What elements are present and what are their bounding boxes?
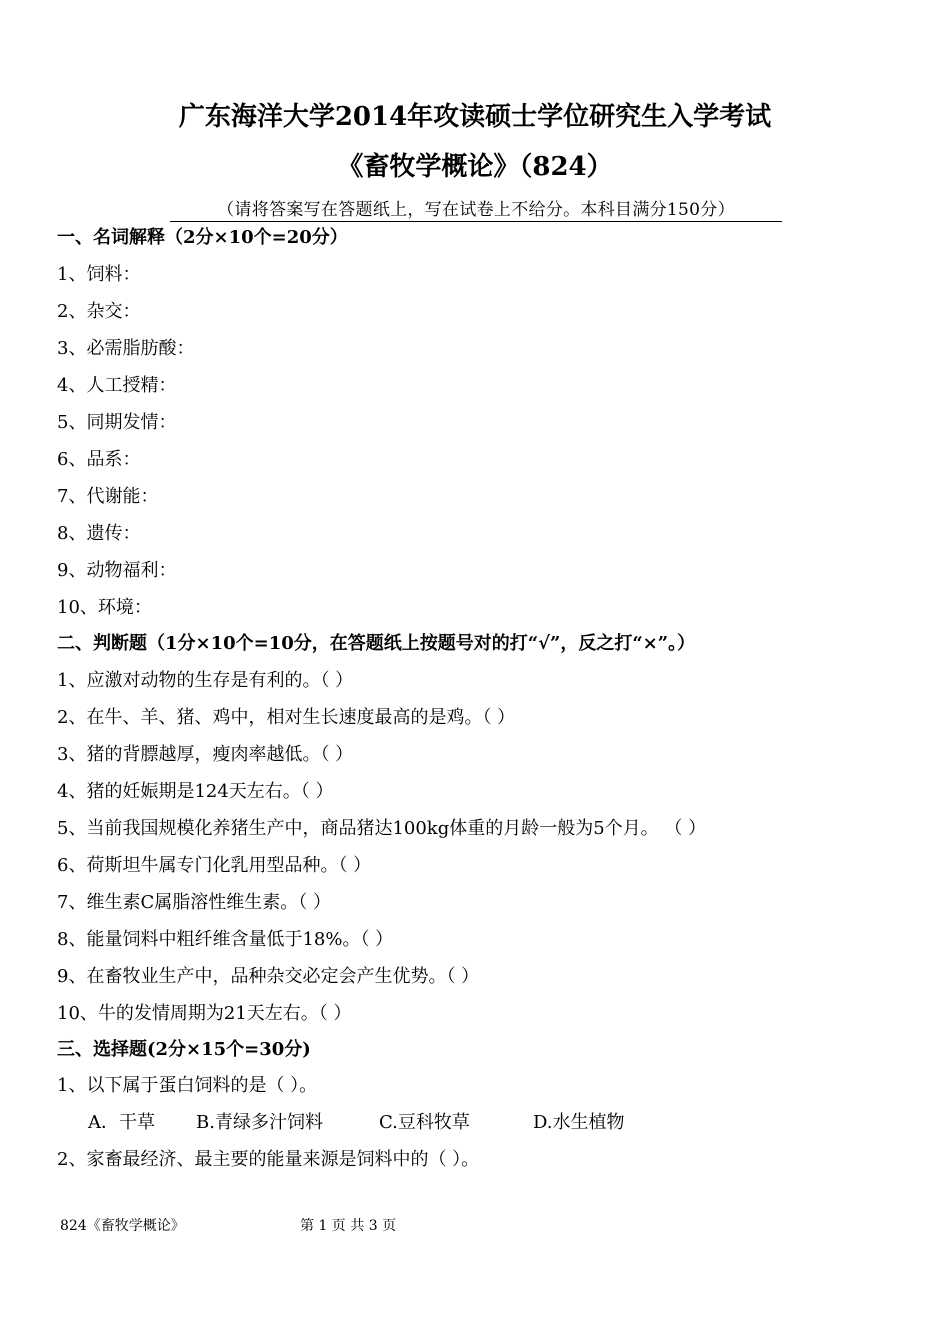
section3-question: 2、家畜最经济、最主要的能量来源是饲料中的（ ）。 [57, 1149, 480, 1170]
section1-item: 4、人工授精： [57, 375, 177, 396]
section1-item: 9、动物福利： [57, 560, 177, 581]
section2-item: 8、能量饲料中粗纤维含量低于18%。（ ） [57, 929, 394, 950]
section1-item: 5、同期发情： [57, 412, 177, 433]
section1-item: 8、遗传： [57, 523, 141, 544]
section2-item: 6、荷斯坦牛属专门化乳用型品种。（ ） [57, 855, 372, 876]
section1-item: 3、必需脂肪酸： [57, 338, 195, 359]
footer-course: 824《畜牧学概论》 [60, 1218, 185, 1234]
section2-item: 7、维生素C属脂溶性维生素。（ ） [57, 892, 331, 913]
exam-title: 广东海洋大学2014年攻读硕士学位研究生入学考试 [178, 102, 772, 132]
section2-item: 10、牛的发情周期为21天左右。（ ） [57, 1003, 352, 1024]
option-a: A．干草 [88, 1112, 155, 1133]
option-d: D.水生植物 [533, 1112, 625, 1133]
section2-item: 1、应激对动物的生存是有利的。（ ） [57, 670, 354, 691]
footer-page-number: 第 1 页 共 3 页 [300, 1218, 397, 1234]
section2-heading: 二、判断题（1分×10个=10分，在答题纸上按题号对的打“√”，反之打“×”。） [57, 633, 696, 654]
section3-question: 1、以下属于蛋白饲料的是（ ）。 [57, 1075, 318, 1096]
section2-item: 5、当前我国规模化养猪生产中，商品猪达100kg体重的月龄一般为5个月。 （ ） [57, 818, 707, 839]
section1-item: 6、品系： [57, 449, 141, 470]
section1-item: 1、饲料： [57, 264, 141, 285]
exam-instructions: （请将答案写在答题纸上，写在试卷上不给分。本科目满分150分） [170, 195, 782, 222]
section2-item: 9、在畜牧业生产中，品种杂交必定会产生优势。（ ） [57, 966, 480, 987]
section1-heading: 一、名词解释（2分×10个=20分） [57, 227, 348, 248]
option-b: B.青绿多汁饲料 [196, 1112, 323, 1133]
section1-item: 7、代谢能： [57, 486, 159, 507]
section2-item: 3、猪的背膘越厚，瘦肉率越低。（ ） [57, 744, 354, 765]
section3-options [88, 1108, 625, 1134]
section3-heading: 三、选择题(2分×15个=30分) [57, 1039, 311, 1060]
option-c: C.豆科牧草 [379, 1112, 470, 1133]
section2-item: 4、猪的妊娠期是124天左右。（ ） [57, 781, 334, 802]
section1-item: 10、环境： [57, 597, 152, 618]
section2-item: 2、在牛、羊、猪、鸡中，相对生长速度最高的是鸡。（ ） [57, 707, 516, 728]
section1-item: 2、杂交： [57, 301, 141, 322]
exam-subject: 《畜牧学概论》（824） [337, 152, 613, 182]
